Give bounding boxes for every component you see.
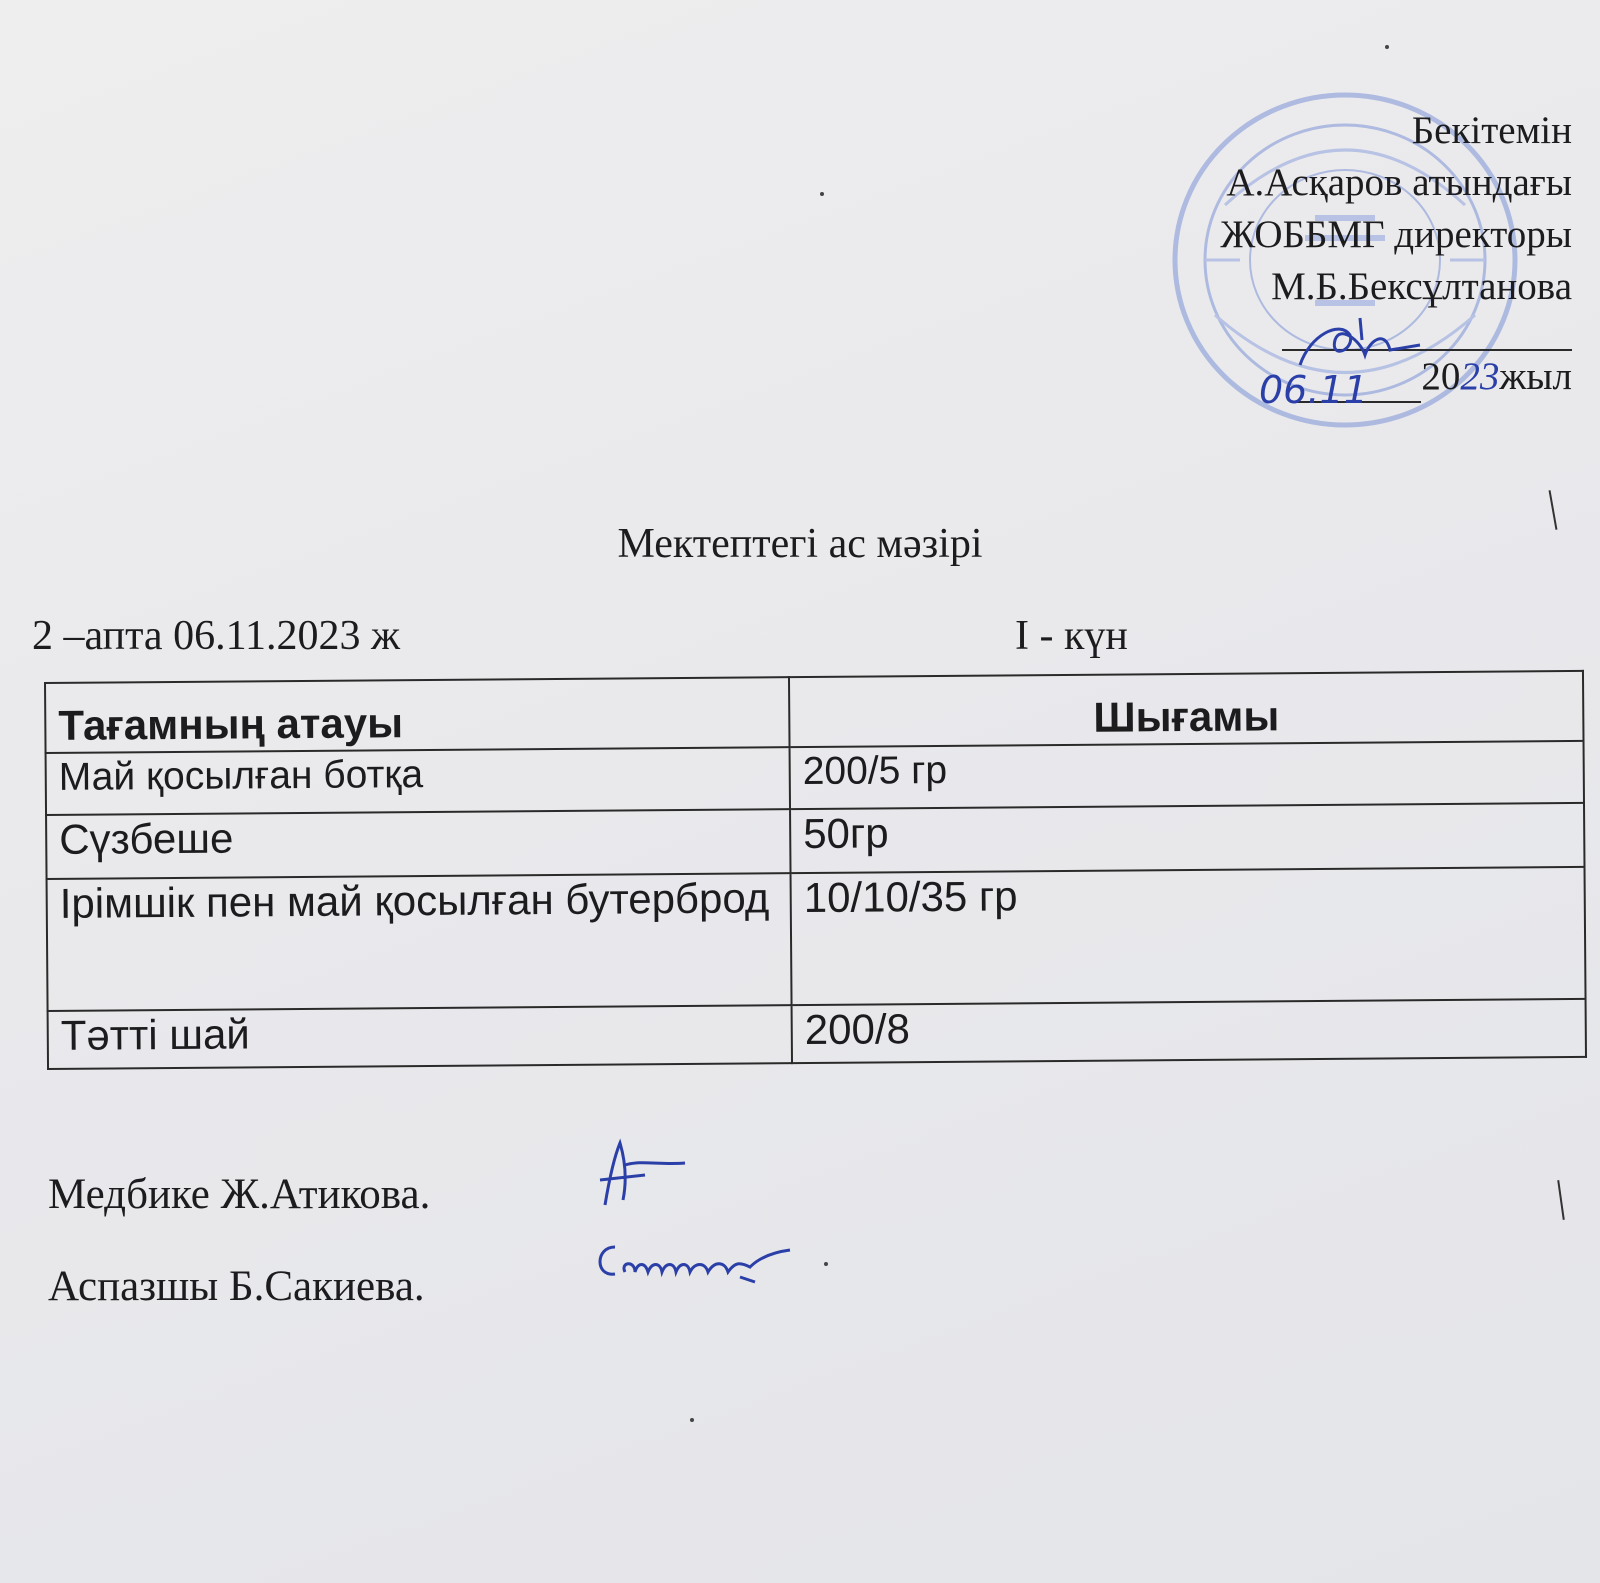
paper-speck: [820, 192, 824, 196]
table-header-row: [45, 671, 1584, 753]
day-line: I - күн: [1015, 613, 1128, 659]
dish-yield: 50гр: [790, 803, 1584, 873]
paper-speck: [690, 1418, 694, 1422]
week-date-line: 2 –апта 06.11.2023 ж: [32, 613, 401, 659]
cook-signature: [590, 1232, 810, 1292]
nurse-signature: [585, 1135, 695, 1210]
approval-line: Бекітемін: [1411, 109, 1572, 152]
year-suffix: жыл: [1499, 355, 1572, 398]
handwritten-date: [1255, 365, 1390, 415]
dish-name: Май қосылған ботқа: [46, 747, 790, 815]
paper-speck: [1385, 45, 1389, 49]
paper-mark: [1557, 1180, 1565, 1220]
paper-speck: [824, 1262, 828, 1266]
table-row: [48, 999, 1586, 1069]
year-prefix: 20: [1421, 355, 1461, 398]
menu-table: [44, 670, 1587, 1070]
dish-yield: 200/5 гр: [790, 741, 1584, 809]
menu-title: Мектептегі ас мәзірі: [617, 521, 983, 567]
dish-name: Тәтті шай: [48, 1005, 792, 1069]
dish-name: Ірімшік пен май қосылған бутерброд: [47, 873, 792, 1011]
approval-line: ЖОББМГ директоры: [1220, 213, 1572, 256]
approval-line: А.Асқаров атындағы: [1226, 161, 1572, 204]
table-row: [46, 803, 1584, 879]
column-header-yield: Шығамы: [789, 671, 1584, 747]
cook-name: Аспазшы Б.Сакиева.: [48, 1263, 425, 1310]
nurse-name: Медбике Ж.Атикова.: [48, 1171, 431, 1218]
director-name: М.Б.Бексұлтанова: [1271, 265, 1572, 308]
dish-name: Сүзбеше: [46, 809, 790, 879]
year-handwritten: 23: [1460, 355, 1500, 398]
dish-yield: 10/10/35 гр: [791, 867, 1586, 1005]
column-header-dish: Тағамның атауы: [45, 677, 790, 753]
handwritten-date-text: 06.11: [1259, 368, 1368, 412]
dish-yield: 200/8: [792, 999, 1586, 1063]
table-row: [47, 867, 1586, 1011]
